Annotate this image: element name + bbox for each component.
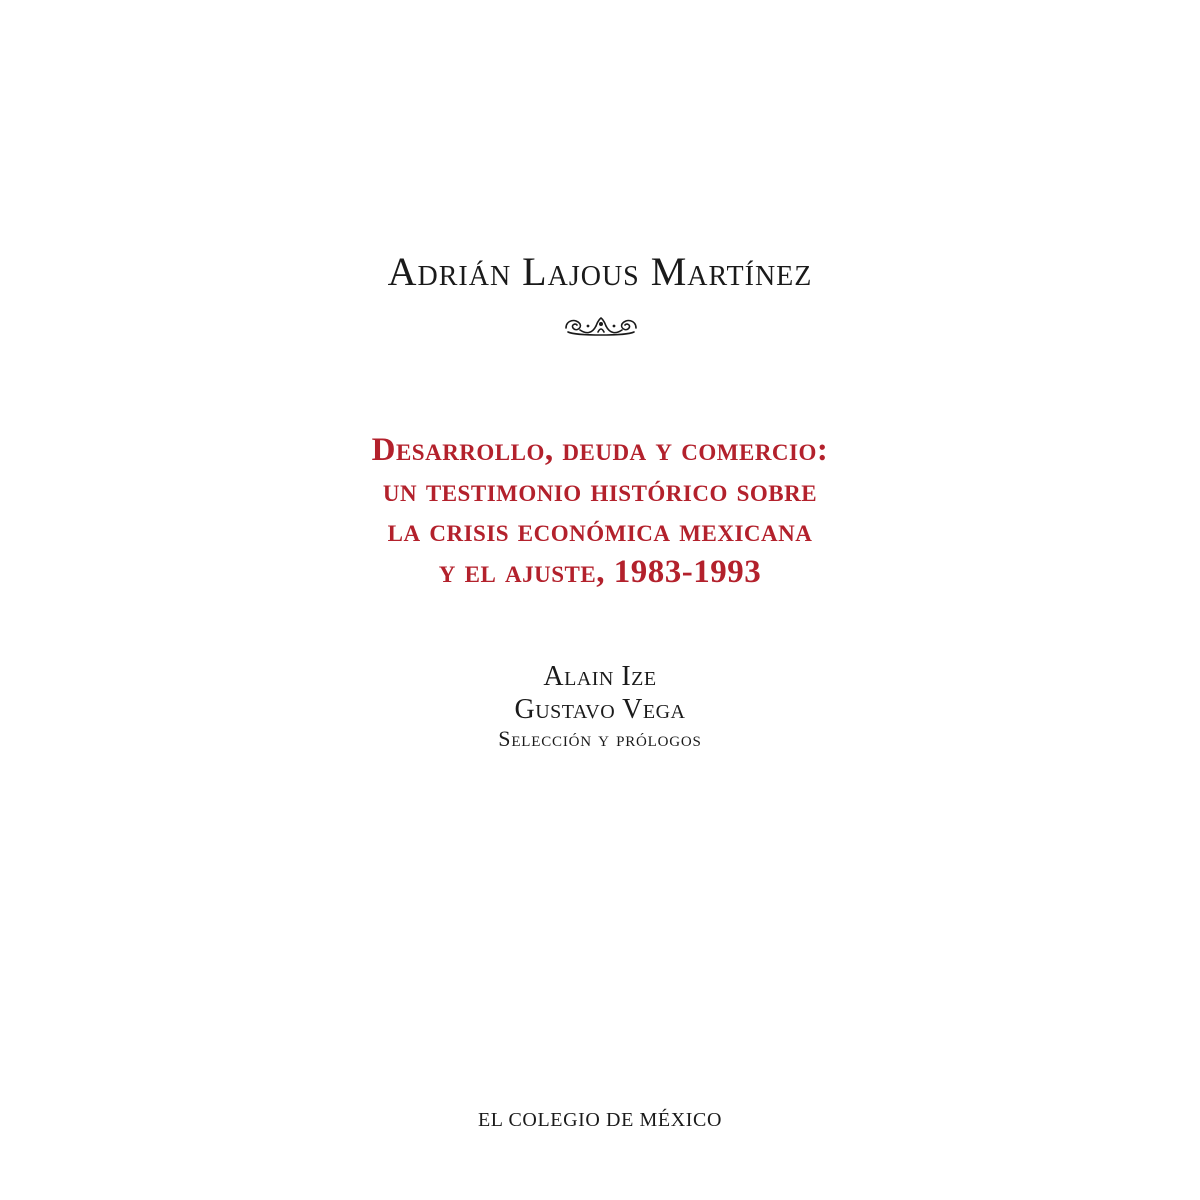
title-line: y el ajuste, 1983-1993 [438,553,762,590]
editor-role: Selección y prólogos [498,726,702,751]
title-line: la crisis económica mexicana [387,513,813,549]
editor-name: Alain Ize [543,661,657,692]
editor-name: Gustavo Vega [514,694,686,725]
book-title [0,430,1200,592]
title-line: Desarrollo, deuda y comercio: [371,432,829,468]
editors-block [0,660,1200,752]
title-line: un testimonio histórico sobre [382,472,818,509]
publisher-name: EL COLEGIO DE MÉXICO [477,1109,722,1131]
author-name: Adrián Lajous Martínez [387,249,813,294]
flourish-ornament-icon [562,312,640,340]
